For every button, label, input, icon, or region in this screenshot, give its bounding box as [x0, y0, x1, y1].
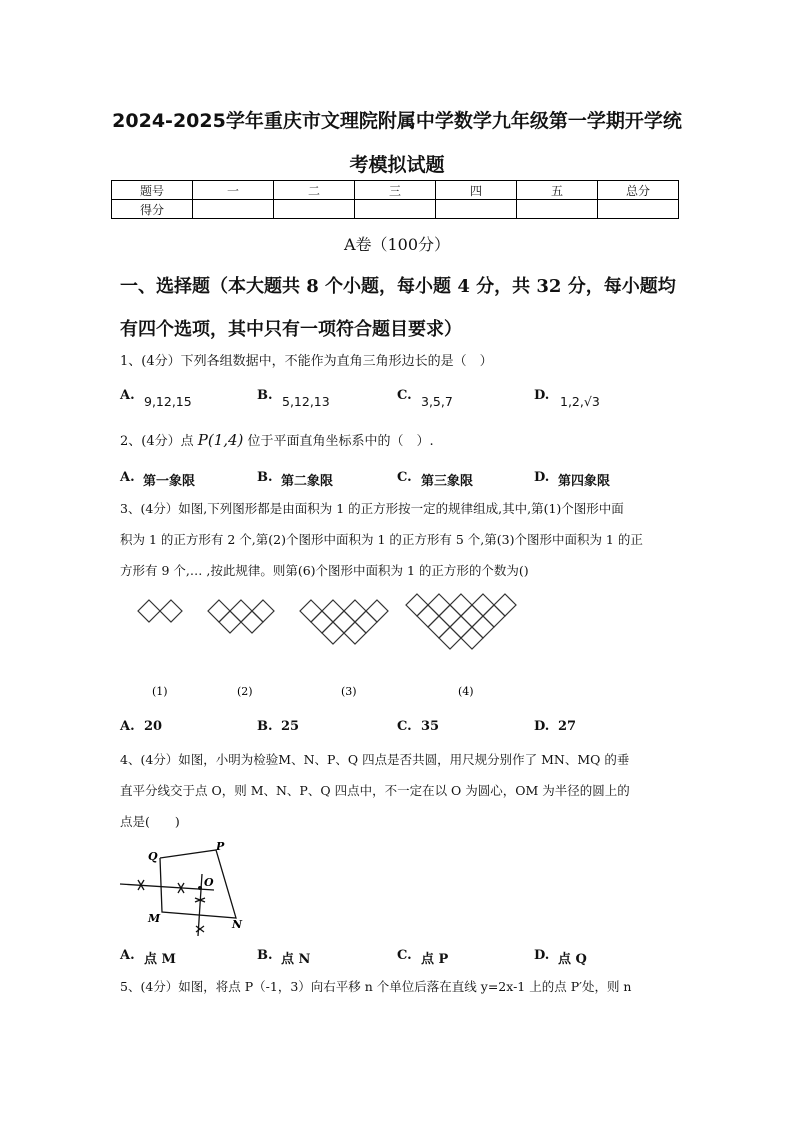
score-row-label: 得分	[112, 200, 193, 219]
option-letter: D.	[534, 948, 550, 963]
figure-label: (1)	[152, 685, 168, 698]
option-letter: B.	[257, 388, 273, 403]
option-value: 第三象限	[421, 474, 474, 489]
option-letter: A.	[120, 719, 135, 734]
option-value: 1,2,√3	[560, 394, 600, 409]
option-letter: B.	[257, 470, 273, 485]
option-letter: D.	[534, 470, 550, 485]
section-heading-line2: 有四个选项，其中只有一项符合题目要求）	[120, 319, 462, 340]
option-value: 5,12,13	[282, 394, 330, 409]
option-value: 3,5,7	[421, 394, 453, 409]
option-value: 第四象限	[558, 474, 611, 489]
question-1-text: 1、(4分）下列各组数据中，不能作为直角三角形边长的是（ ）	[120, 354, 493, 369]
score-cell[interactable]	[193, 200, 274, 219]
option-letter: C.	[397, 719, 412, 734]
figure-3-squares	[300, 600, 388, 644]
option-letter: A.	[120, 388, 135, 403]
score-cell[interactable]	[436, 200, 517, 219]
score-table	[111, 180, 679, 219]
question-4-line1: 4、(4分）如图，小明为检验M、N、P、Q 四点是否共圆，用尺规分别作了 MN、MQ 的垂	[120, 752, 630, 767]
question-3-line2: 积为 1 的正方形有 2 个,第(2)个图形中面积为 1 的正方形有 5 个,第(3)个图形中面积为 1 的正	[120, 532, 643, 547]
question-4-figure	[118, 838, 258, 942]
label-o: O	[204, 876, 214, 889]
option-letter: D.	[534, 719, 550, 734]
option-letter: C.	[397, 388, 412, 403]
option-letter: B.	[257, 719, 273, 734]
score-table-header-cell: 二	[274, 181, 355, 200]
score-table-score-row	[112, 200, 679, 219]
question-4-line2: 直平分线交于点 O，则 M、N、P、Q 四点中，不一定在以 O 为圆心，OM 为半径的圆上的	[120, 783, 630, 798]
exam-title-line2: 考模拟试题	[349, 154, 445, 176]
figure-label: (3)	[341, 685, 357, 698]
option-value: 点 Q	[558, 952, 587, 967]
question-2-text	[120, 425, 680, 457]
option-letter: C.	[397, 470, 412, 485]
option-value: 9,12,15	[144, 394, 192, 409]
question-2-point: P(1,4)	[197, 431, 244, 449]
label-q: Q	[148, 850, 158, 863]
option-value: 25	[281, 719, 300, 734]
score-table-header-row	[112, 181, 679, 200]
option-letter: B.	[257, 948, 273, 963]
label-m: M	[148, 912, 161, 925]
figure-4-squares	[406, 594, 516, 649]
figure-label: (2)	[237, 685, 253, 698]
score-table-header-cell: 一	[193, 181, 274, 200]
question-2-text-before: 2、(4分）点	[120, 434, 198, 449]
score-cell[interactable]	[517, 200, 598, 219]
option-letter: A.	[120, 470, 135, 485]
score-table-header-cell: 三	[355, 181, 436, 200]
question-3-figure	[130, 590, 530, 705]
score-cell[interactable]	[598, 200, 679, 219]
volume-label: A卷（100分）	[343, 235, 451, 254]
option-value: 第一象限	[143, 474, 196, 489]
score-table-header-cell: 四	[436, 181, 517, 200]
figure-1-squares	[138, 600, 182, 622]
section-heading-line1: 一、选择题（本大题共 8 个小题，每小题 4 分，共 32 分，每小题均	[120, 276, 676, 297]
option-value: 35	[421, 719, 440, 734]
score-cell[interactable]	[355, 200, 436, 219]
option-value: 点 N	[281, 952, 311, 967]
option-letter: C.	[397, 948, 412, 963]
score-table-header-cell: 题号	[112, 181, 193, 200]
score-cell[interactable]	[274, 200, 355, 219]
question-5-line1: 5、(4分）如图，将点 P（-1，3）向右平移 n 个单位后落在直线 y=2x-1 上的点 P′处，则 n	[120, 979, 632, 994]
point-o	[198, 886, 202, 890]
option-letter: D.	[534, 388, 550, 403]
question-4-line3: 点是( )	[120, 814, 180, 829]
option-value: 点 P	[421, 952, 449, 967]
question-3-line3: 方形有 9 个,… ,按此规律。则第(6)个图形中面积为 1 的正方形的个数为()	[120, 563, 529, 578]
question-3-line1: 3、(4分）如图,下列图形都是由面积为 1 的正方形按一定的规律组成,其中,第(1)个图形中面	[120, 501, 624, 516]
option-value: 27	[558, 719, 577, 734]
option-letter: A.	[120, 948, 135, 963]
option-value: 第二象限	[281, 474, 334, 489]
option-value: 点 M	[144, 952, 176, 967]
question-2-text-after: 位于平面直角坐标系中的（ ）.	[243, 434, 434, 449]
figure-2-squares	[208, 600, 274, 633]
label-p: P	[216, 840, 225, 853]
score-table-header-cell: 总分	[598, 181, 679, 200]
figure-label: (4)	[458, 685, 474, 698]
label-n: N	[232, 918, 243, 931]
score-table-header-cell: 五	[517, 181, 598, 200]
option-value: 20	[144, 719, 163, 734]
exam-title-line1: 2024-2025学年重庆市文理院附属中学数学九年级第一学期开学统	[112, 110, 682, 132]
